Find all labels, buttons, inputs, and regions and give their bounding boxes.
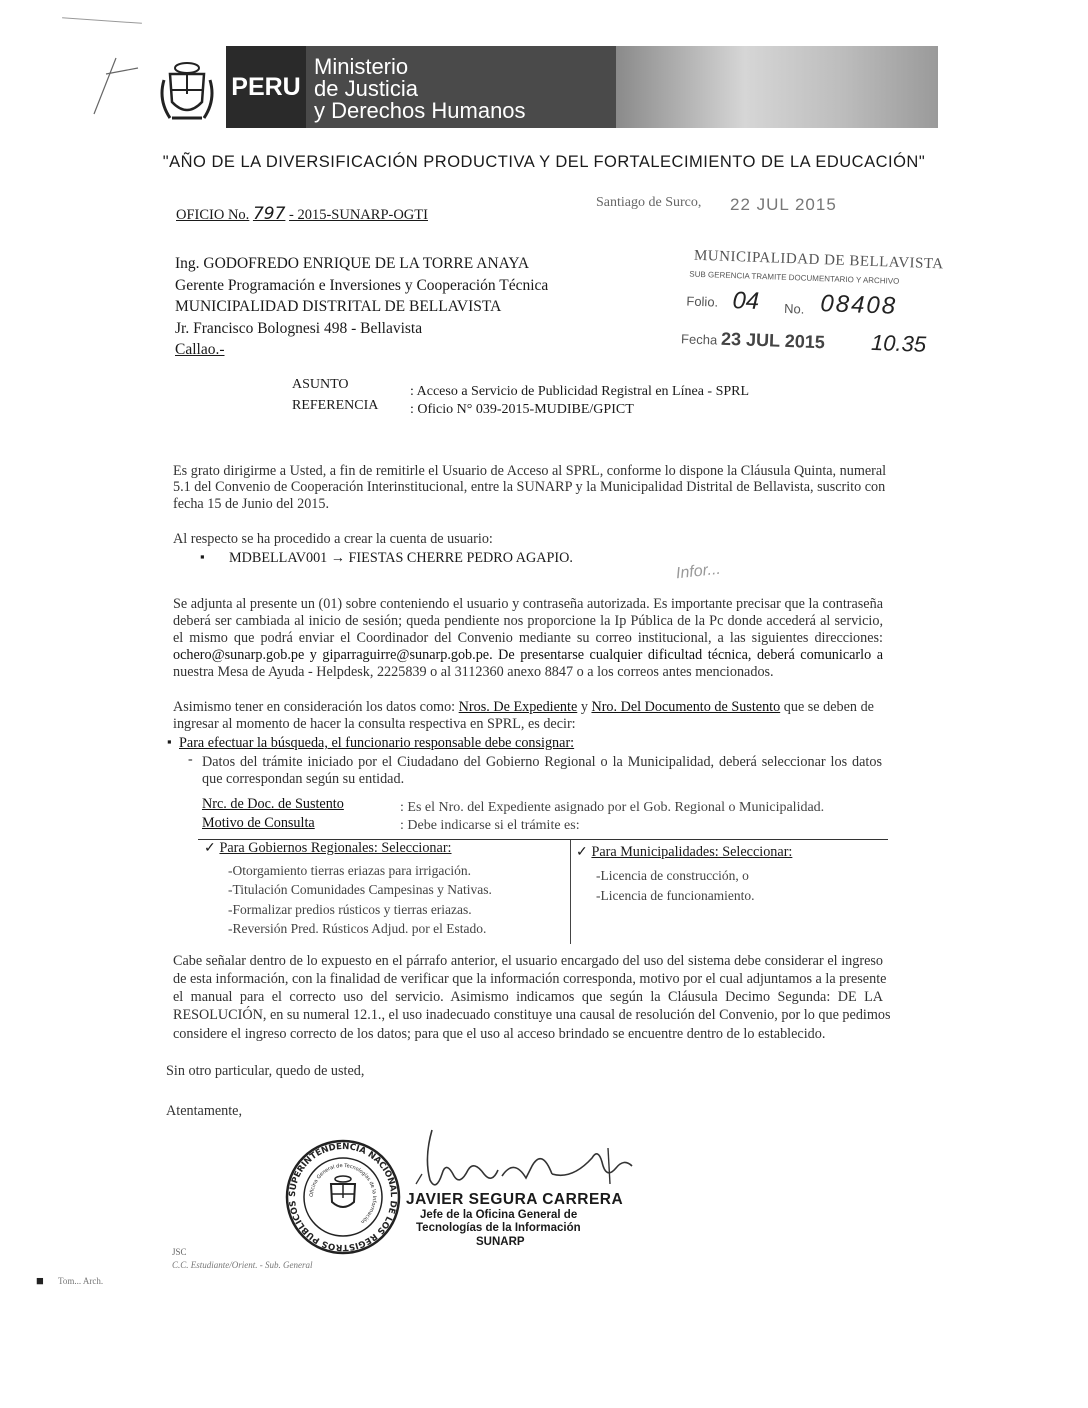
search-bullet-mark: ▪ (167, 734, 172, 749)
referencia-text: : Oficio N° 039-2015-MUDIBE/GPICT (410, 402, 634, 417)
left-item-2: -Titulación Comunidades Campesinas y Nativas. (228, 882, 492, 897)
ministry-line-1: Ministerio (314, 54, 409, 79)
scan-pen-mark (86, 52, 156, 122)
right-header (576, 844, 792, 861)
country-label: PERU (231, 72, 301, 101)
handwritten-note: Infor... (675, 560, 722, 583)
left-item-4: -Reversión Pred. Rústicos Adjud. por el Estado. (228, 921, 487, 936)
recipient-city: Callao.- (175, 341, 225, 358)
table-divider (570, 840, 571, 944)
scan-mark-top (62, 17, 142, 24)
recipient-name: Ing. GODOFREDO ENRIQUE DE LA TORRE ANAYA (175, 255, 530, 272)
nrc-text: : Es el Nro. del Expediente asignado por el Gob. Regional o Municipalidad. (400, 800, 825, 815)
motivo-text: : Debe indicarse si el trámite es: (400, 818, 580, 833)
p3-line-4: ochero@sunarp.gob.pe y giparraguirre@sunarp.gob.pe. De presentarse cualquier dificultad técnica, deberá comunicarlo a (173, 647, 883, 663)
p4-line-2: ingresar al momento de hacer la consulta respectiva en SPRL, es decir: (173, 716, 576, 732)
dash-line-2: que correspondan según su entidad. (202, 771, 405, 787)
place-label: Santiago de Surco, (596, 195, 702, 210)
p3-line-5: nuestra Mesa de Ayuda - Helpdesk, 2225839 o al 3112360 anexo 8847 o a los correos antes mencionados. (173, 664, 774, 680)
stamp-folio: 04 (731, 287, 760, 315)
p3-line-2: deberá ser cambiada al inicio de sesión; queda pendiente nos proporcione la Ip Pública de la Pc donde accederá al servicio, (173, 613, 883, 629)
signer-title-1: Jefe de la Oficina General de (420, 1209, 578, 1221)
p1-line-1: Es grato dirigirme a Usted, a fin de remitirle el Usuario de Acceso al SPRL, conforme lo dispone la Cláusula Quinta, numeral (173, 463, 887, 479)
p5-line-4: RESOLUCIÓN, en su numeral 12.1., el uso inadecuado constituye una causal de resolución del Convenio, por lo que pedimos (173, 1007, 891, 1023)
right-item-1: -Licencia de construcción, o (596, 868, 749, 883)
options-table (198, 839, 888, 944)
p1-line-2: 5.1 del Convenio de Cooperación Interinstitucional, entre la SUNARP y la Municipalidad Distrital de Bellavista, suscrito con (173, 479, 886, 495)
search-bullet-text: Para efectuar la búsqueda, el funcionario responsable debe consignar: (179, 735, 575, 751)
footer-initials: JSC (172, 1247, 187, 1257)
oficio-number: 797 (252, 204, 286, 224)
asunto-label: ASUNTO (292, 377, 349, 392)
p2-text: Al respecto se ha procedido a crear la cuenta de usuario: (173, 531, 493, 547)
account-line: MDBELLAV001 → FIESTAS CHERRE PEDRO AGAPIO. (229, 550, 573, 566)
oficio-suffix: - 2015-SUNARP-OGTI (289, 207, 428, 223)
recipient-position: Gerente Programación e Inversiones y Cooperación Técnica (175, 276, 549, 294)
left-header (204, 840, 452, 857)
stamp-number: 08408 (819, 290, 898, 320)
date-stamp: 22 JUL 2015 (730, 195, 837, 214)
p4-pre: Asimismo tener en consideración los datos como: (173, 699, 459, 715)
stamp-no-label: No. (783, 300, 805, 317)
check-icon: ✓ (204, 840, 216, 856)
signer-title-2: Tecnologías de la Información (416, 1222, 581, 1234)
stamp-fecha: 23 JUL 2015 (720, 328, 826, 353)
recipient-block (175, 253, 548, 361)
p5-line-2: de esta información, con la finalidad de verificar que la información corresponda, motivo por el cual adjuntamos a la presente (173, 971, 887, 987)
stamp-entity: MUNICIPALIDAD DE BELLAVISTA (693, 247, 944, 273)
right-header-text: Para Municipalidades: Seleccionar: (591, 844, 793, 860)
nrc-label: Nrc. de Doc. de Sustento (202, 796, 344, 812)
p4-underlined-1: Nros. De Expediente (458, 699, 578, 715)
p1-line-3: fecha 15 de Junio del 2015. (173, 496, 330, 512)
peru-brand-box (226, 46, 306, 128)
recipient-entity: MUNICIPALIDAD DISTRITAL DE BELLAVISTA (175, 298, 502, 315)
left-item-1: -Otorgamiento tierras eriazas para irrigación. (228, 863, 472, 878)
header-grey-band (616, 46, 938, 128)
motivo-label: Motivo de Consulta (202, 815, 315, 831)
year-motto: "AÑO DE LA DIVERSIFICACIÓN PRODUCTIVA Y DEL FORTALECIMIENTO DE LA EDUCACIÓN" (162, 153, 926, 171)
right-item-2: -Licencia de funcionamiento. (596, 888, 755, 903)
recipient-address: Jr. Francisco Bolognesi 498 - Bellavista (175, 319, 423, 337)
stamp-folio-label: Folio. (686, 293, 719, 310)
p5-line-5: considere el ingreso correcto de los datos; para que el uso al acceso brindado se encuentre dentro de lo establecido. (173, 1026, 826, 1042)
ministry-line-3: y Derechos Humanos (314, 98, 526, 123)
p5-line-3: el manual para el correcto uso del servicio. Asimismo indicamos que según la Cláusula Decimo Segunda: DE LA (173, 989, 883, 1005)
dash-line-1: Datos del trámite iniciado por el Ciudadano del Gobierno Regional o la Municipalidad, deberá seleccionar los datos (202, 754, 882, 770)
left-item-3: -Formalizar predios rústicos y tierras eriazas. (228, 902, 472, 917)
p3-line-1: Se adjunta al presente un (01) sobre conteniendo el usuario y contraseña autorizada. Es importante precisar que la contraseña (173, 596, 883, 612)
p4-post: que se deben de (780, 699, 874, 715)
p4-underlined-2: Nro. Del Documento de Sustento (591, 699, 781, 715)
p3-line-3: el mismo que podrá enviar el Coordinador del Convenio mediante su correo institucional, a las siguientes direcciones: (173, 630, 883, 646)
referencia-label: REFERENCIA (292, 398, 379, 413)
asunto-text: : Acceso a Servicio de Publicidad Registral en Línea - SPRL (410, 384, 750, 399)
closing: Atentamente, (166, 1103, 243, 1119)
stamp-office: SUB GERENCIA TRAMITE DOCUMENTARIO Y ARCHIVO (689, 269, 900, 286)
official-seal-icon (284, 1138, 402, 1256)
p4-line-1 (173, 699, 883, 716)
signer-title-3: SUNARP (476, 1236, 525, 1248)
ministry-line-2: de Justicia (314, 76, 418, 101)
oficio-prefix: OFICIO No. (176, 207, 250, 223)
peru-coat-of-arms-icon (158, 60, 216, 126)
p5-line-1: Cabe señalar dentro de lo expuesto en el párrafo anterior, el usuario encargado del uso del sistema debe considerar el ingreso (173, 953, 883, 969)
dash-mark: - (188, 752, 193, 767)
account-bullet: ▪ (200, 549, 205, 564)
stamp-fecha-label: Fecha (680, 331, 718, 348)
left-header-text: Para Gobiernos Regionales: Seleccionar: (219, 840, 452, 856)
footer-cc: C.C. Estudiante/Orient. - Sub. General (172, 1260, 313, 1270)
seal-ring-text: SUPERINTENDENCIA NACIONAL DE LOS REGISTROS PÚBLICOS (287, 1141, 399, 1253)
stamp-hora: 10.35 (870, 329, 927, 357)
seal-inner-text: Oficina General de Tecnologías de la Información (308, 1162, 378, 1225)
ministry-brand-box (306, 46, 616, 128)
footer-left-mark: ■ (36, 1273, 44, 1288)
reception-stamp (680, 245, 952, 384)
footer-left-text: Tom... Arch. (58, 1276, 104, 1286)
check-icon: ✓ (576, 844, 588, 860)
p6-text: Sin otro particular, quedo de usted, (166, 1063, 365, 1079)
oficio-number-line (176, 204, 428, 224)
signer-name: JAVIER SEGURA CARRERA (406, 1191, 624, 1208)
handwritten-signature (402, 1118, 642, 1198)
p4-mid: y (577, 699, 592, 715)
